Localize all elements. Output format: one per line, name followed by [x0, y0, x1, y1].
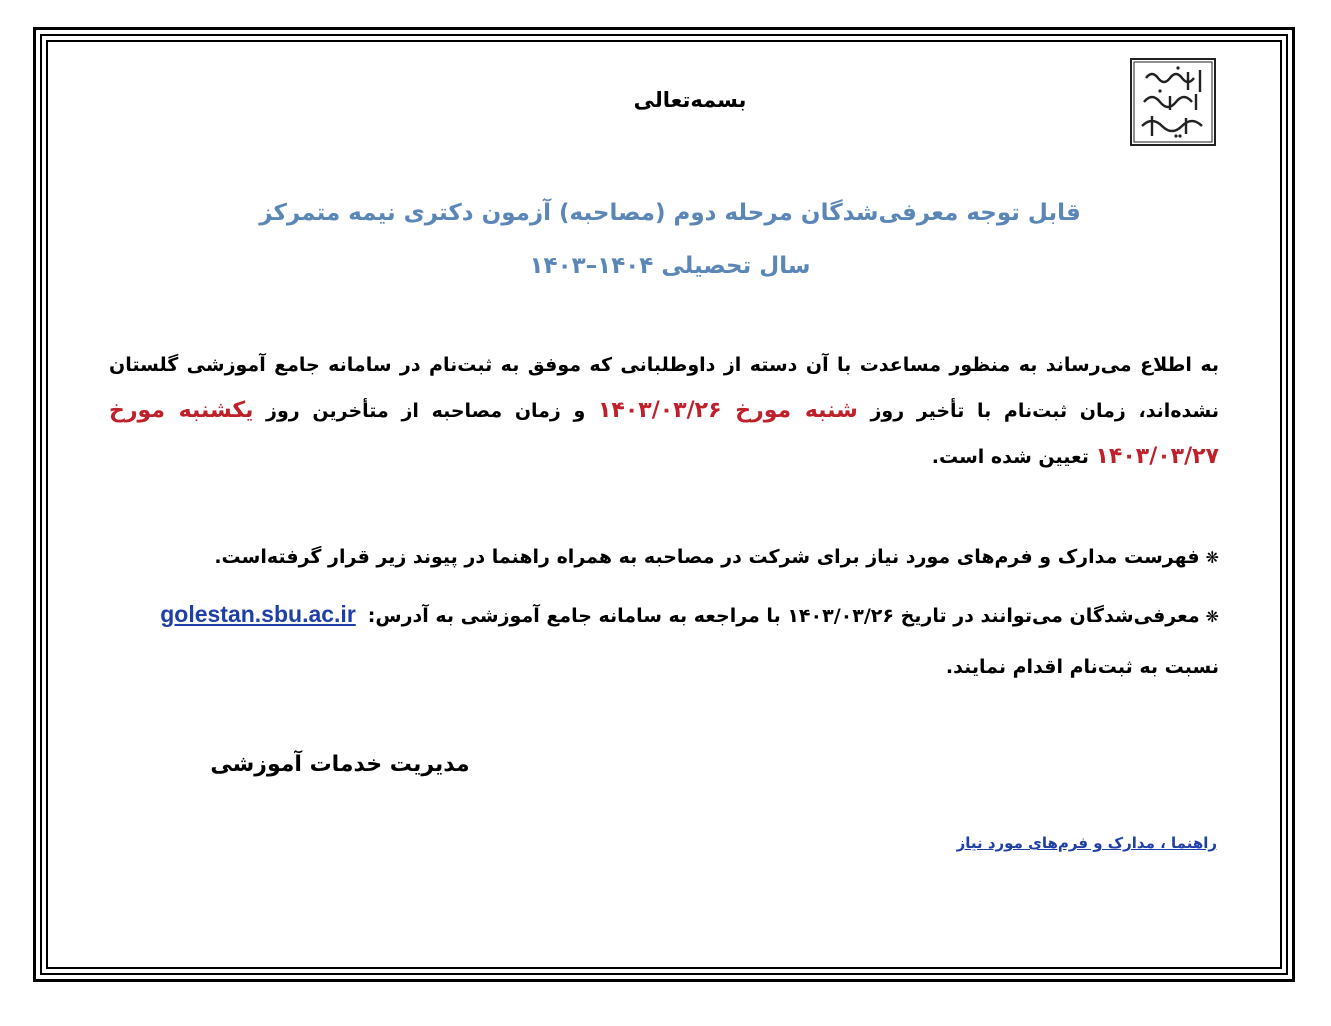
bullet-registration-continued: نسبت به ثبت‌نام اقدام نمایند.: [945, 656, 1219, 678]
bullet-star-icon: ❋: [1205, 548, 1219, 567]
announcement-title: قابل توجه معرفی‌شدگان مرحله دوم (مصاحبه) آزمون دکتری نیمه متمرکز: [259, 200, 1081, 226]
body-text-part-3: تعیین شده است.: [931, 446, 1096, 468]
announcement-academic-year: سال تحصیلی ۱۴۰۴–۱۴۰۳: [529, 253, 811, 279]
bullet-documents-text: فهرست مدارک و فرم‌های مورد نیاز برای شرکت در مصاحبه به همراه راهنما در پیوند زیر قرار گرفته‌است.: [214, 546, 1200, 568]
bullet-registration-text: معرفی‌شدگان می‌توانند در تاریخ ۱۴۰۳/۰۳/۲۶ با مراجعه به سامانه جامع آموزشی به آدرس:: [367, 605, 1200, 627]
body-text-part-1: به اطلاع می‌رساند به منظور مساعدت با آن دسته از داوطلبانی که موفق به ثبت‌نام در سامانه جامع آموزشی گلستان نشده‌اند، زمان ثبت‌نام با تأخیر روز: [109, 354, 1219, 422]
registration-date-highlight: شنبه مورخ ۱۴۰۳/۰۳/۲۶: [598, 398, 858, 423]
university-logo: [1130, 58, 1216, 146]
golestan-link[interactable]: golestan.sbu.ac.ir: [160, 601, 356, 627]
bullet-star-icon: ❋: [1205, 607, 1219, 626]
body-text-part-2: و زمان مصاحبه از متأخرین روز: [253, 400, 598, 422]
guide-documents-link[interactable]: راهنما ، مدارک و فرم‌های مورد نیاز: [956, 834, 1217, 852]
interview-date-highlight: یکشنبه مورخ ۱۴۰۳/۰۳/۲۷: [109, 398, 1219, 469]
page-border-inner: [46, 40, 1282, 969]
announcement-body: [109, 342, 1219, 480]
bullet-documents: [109, 546, 1219, 568]
signature-office: مدیریت خدمات آموزشی: [210, 752, 470, 777]
bismillah-heading: بسمه‌تعالی: [633, 88, 747, 112]
bullet-registration: [109, 601, 1219, 628]
